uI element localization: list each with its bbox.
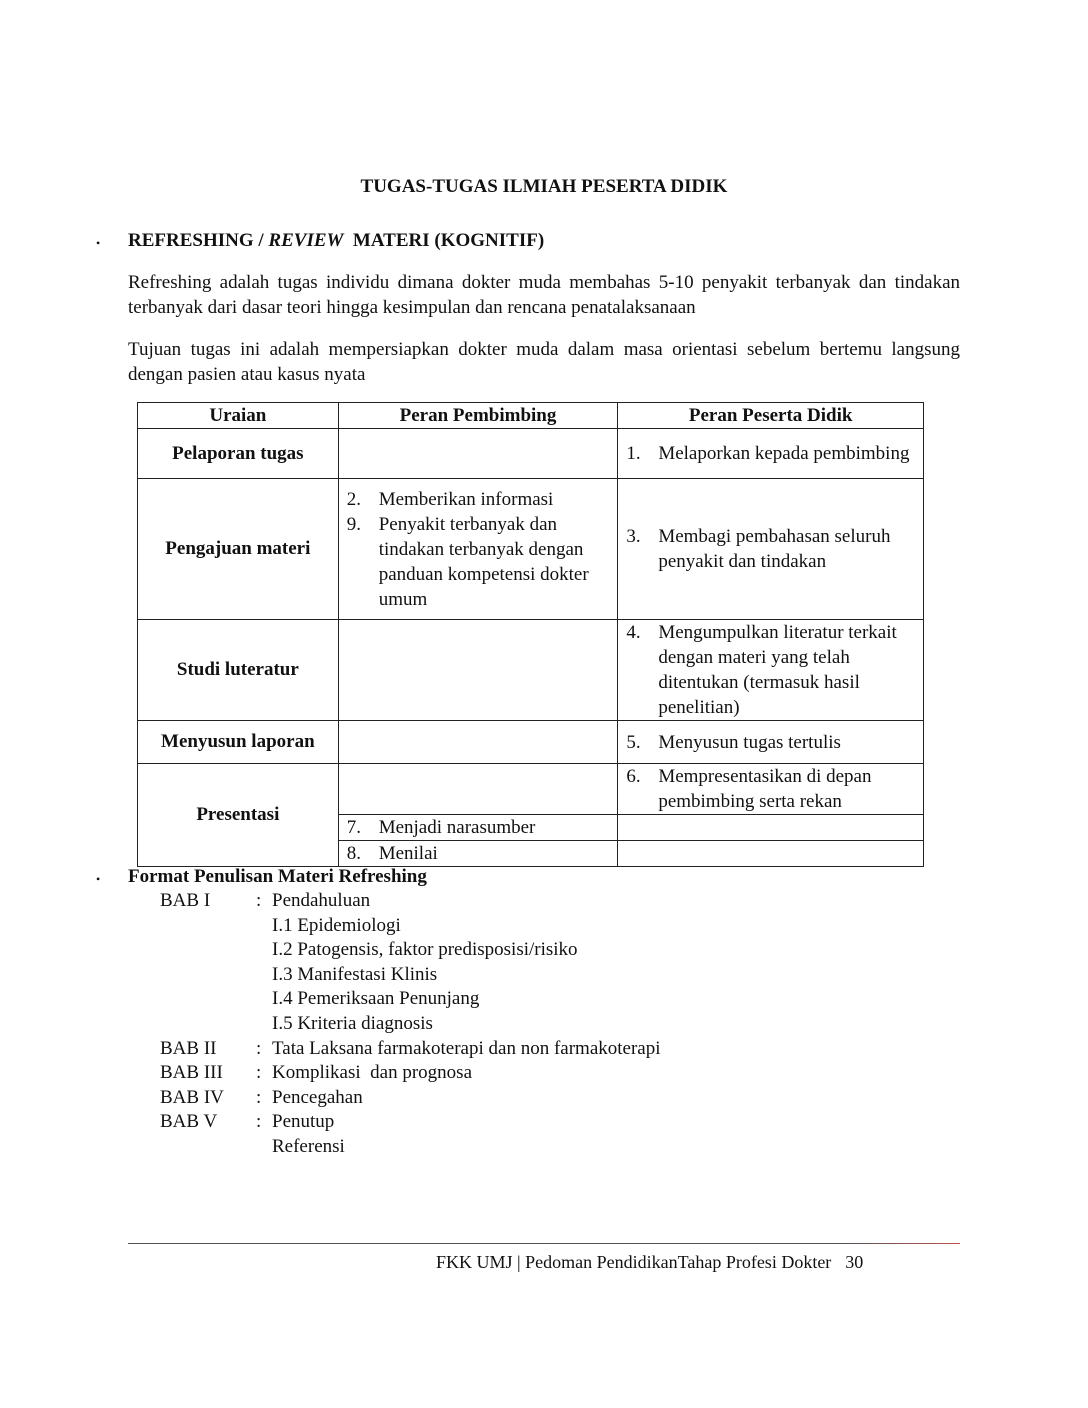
outline-colon (256, 987, 272, 1012)
pembimbing-cell (338, 841, 618, 867)
item-number: 7. (346, 817, 361, 838)
item-number: 6. (626, 766, 641, 787)
outline-value: I.1 Epidemiologi (272, 914, 401, 936)
outline-value: Pendahuluan (272, 890, 371, 911)
table-header-row (138, 403, 924, 429)
item-text: Penyakit terbanyak dan tindakan terbanyak dengan panduan kompetensi dokter umum (378, 513, 589, 610)
document-title: TUGAS-TUGAS ILMIAH PESERTA DIDIK (360, 176, 728, 197)
row-label: Presentasi (138, 764, 339, 867)
row-label: Pelaporan tugas (138, 429, 339, 479)
peserta-cell (618, 479, 924, 620)
paragraph-purpose: Tujuan tugas ini adalah mempersiapkan dokter muda dalam masa orientasi sebelum bertemu langsung dengan pasien atau kasus nyata (128, 339, 960, 385)
row-label: Studi luteratur (138, 620, 339, 721)
peserta-cell (618, 620, 924, 721)
item-number: 4. (626, 622, 641, 643)
outline-value: Referensi (272, 1135, 345, 1157)
list-item (618, 764, 923, 814)
column-header: Peran Peserta Didik (618, 403, 924, 429)
bullet-icon: • (96, 872, 101, 886)
item-number: 1. (626, 443, 641, 464)
item-text: Melaporkan kepada pembimbing (658, 443, 910, 464)
list-item (339, 512, 618, 612)
format-outline (160, 889, 661, 1160)
table-row (138, 764, 924, 815)
outline-key: BAB IV (160, 1086, 224, 1108)
outline-key: BAB III (160, 1062, 223, 1084)
heading-part: REFRESHING / (128, 230, 269, 251)
page-footer (436, 1252, 863, 1273)
roles-table (137, 402, 924, 867)
outline-colon: : (256, 1037, 262, 1059)
heading-part: MATERI (KOGNITIF) (343, 230, 545, 251)
outline-row (160, 889, 661, 914)
outline-row (160, 1061, 661, 1086)
list-item (339, 487, 618, 512)
outline-colon (256, 1135, 272, 1160)
row-label: Pengajuan materi (138, 479, 339, 620)
footer-divider (128, 1243, 960, 1244)
table-row (138, 429, 924, 479)
outline-colon (256, 963, 272, 988)
outline-key (160, 987, 256, 1012)
outline-key: BAB V (160, 1111, 218, 1133)
pembimbing-cell (338, 429, 618, 479)
outline-colon (256, 1012, 272, 1037)
outline-value: I.4 Pemeriksaan Penunjang (272, 988, 480, 1010)
heading-italic: REVIEW (268, 230, 344, 251)
peserta-cell (618, 429, 924, 479)
table-row (138, 721, 924, 764)
outline-colon (256, 914, 272, 939)
bullet-icon: • (96, 236, 101, 250)
outline-value: I.5 Kriteria diagnosis (272, 1012, 433, 1034)
peserta-cell (618, 815, 924, 841)
outline-row (160, 914, 661, 939)
list-item (339, 815, 618, 840)
item-text: Membagi pembahasan seluruh penyakit dan tindakan (658, 526, 891, 572)
list-item (618, 730, 923, 755)
peserta-cell (618, 841, 924, 867)
item-number: 2. (346, 488, 361, 510)
item-number: 8. (346, 843, 361, 864)
item-number: 5. (626, 731, 641, 753)
outline-key: BAB I (160, 890, 211, 911)
item-text: Menilai (378, 843, 438, 864)
outline-colon: : (256, 1086, 262, 1108)
outline-row (160, 1086, 661, 1111)
pembimbing-cell (338, 479, 618, 620)
outline-value: Pencegahan (272, 1086, 363, 1108)
pembimbing-cell (338, 815, 618, 841)
section-heading-format: Format Penulisan Materi Refreshing (128, 866, 427, 887)
pembimbing-cell (338, 620, 618, 721)
outline-row (160, 987, 661, 1012)
list-item (618, 620, 923, 720)
section-heading-refreshing (128, 230, 544, 252)
item-number: 3. (626, 526, 641, 547)
outline-key (160, 963, 256, 988)
outline-colon: : (256, 890, 262, 911)
outline-key (160, 914, 256, 939)
list-item (618, 441, 923, 466)
column-header: Peran Pembimbing (338, 403, 618, 429)
item-text: Memberikan informasi (378, 488, 554, 510)
outline-key (160, 1135, 256, 1160)
outline-colon: : (256, 1111, 262, 1133)
outline-key (160, 938, 256, 963)
outline-row (160, 1012, 661, 1037)
outline-row (160, 1037, 661, 1062)
outline-row (160, 1135, 661, 1160)
table-row (138, 620, 924, 721)
outline-colon (256, 938, 272, 963)
list-item (339, 841, 618, 866)
outline-key: BAB II (160, 1037, 217, 1059)
peserta-cell (618, 721, 924, 764)
outline-value: I.2 Patogensis, faktor predisposisi/risiko (272, 939, 578, 961)
outline-colon: : (256, 1062, 262, 1084)
outline-value: Penutup (272, 1111, 335, 1133)
outline-key (160, 1012, 256, 1037)
outline-value: Komplikasi dan prognosa (272, 1062, 473, 1084)
page-number: 30 (845, 1252, 864, 1272)
outline-value: I.3 Manifestasi Klinis (272, 963, 438, 985)
paragraph-definition: Refreshing adalah tugas individu dimana dokter muda membahas 5-10 penyakit terbanyak dan tindakan terbanyak dari dasar teori hingga kesimpulan dan rencana penatalaksanaan (128, 272, 960, 318)
footer-text: FKK UMJ | Pedoman PendidikanTahap Profesi Dokter (436, 1252, 832, 1272)
outline-row (160, 1110, 661, 1135)
table-row (138, 479, 924, 620)
pembimbing-cell (338, 764, 618, 815)
column-header: Uraian (138, 403, 339, 429)
item-text: Mengumpulkan literatur terkait dengan materi yang telah ditentukan (termasuk hasil penelitian) (658, 622, 897, 718)
outline-row (160, 938, 661, 963)
outline-row (160, 963, 661, 988)
row-label: Menyusun laporan (138, 721, 339, 764)
item-text: Menyusun tugas tertulis (658, 731, 841, 753)
item-number: 9. (346, 513, 361, 535)
peserta-cell (618, 764, 924, 815)
item-text: Menjadi narasumber (378, 817, 536, 838)
pembimbing-cell (338, 721, 618, 764)
list-item (618, 524, 923, 574)
item-text: Mempresentasikan di depan pembimbing serta rekan (658, 766, 872, 812)
outline-value: Tata Laksana farmakoterapi dan non farmakoterapi (272, 1037, 661, 1059)
